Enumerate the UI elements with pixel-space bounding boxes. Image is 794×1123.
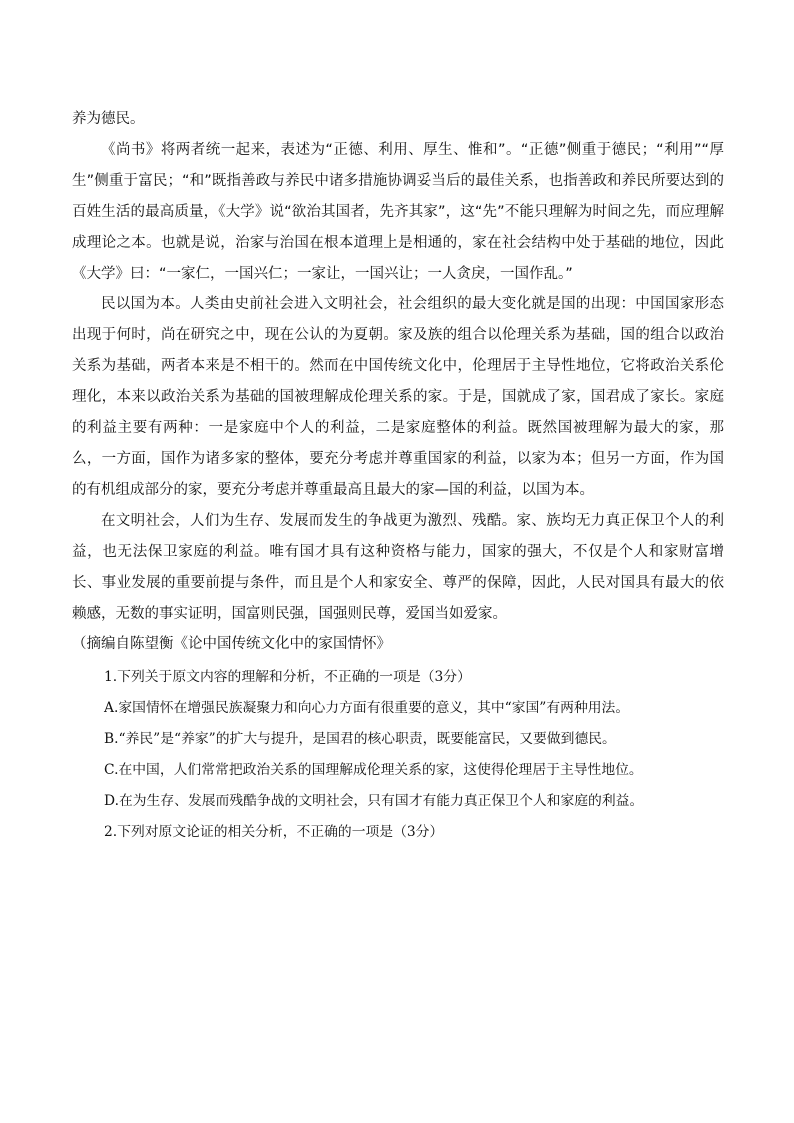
paragraph-fragment: 养为德民。	[72, 111, 145, 127]
question-1-option-b: B.“养民”是“养家”的扩大与提升，是国君的核心职责，既要能富民，又要做到德民。	[104, 731, 616, 748]
paragraph: 民以国为本。人类由史前社会进入文明社会，社会组织的最大变化就是国的出现：中国国家形态出现于何时，尚在研究之中，现在公认的为夏朝。家及族的组合以伦理关系为基础，国的组合以政治关系为基础，两者本来是不相干的。然而在中国传统文化中，伦理居于主导性地位，它将政治关系伦理化，本来以政治关系为基础的国被理解成伦理关系的家。于是，国就成了家，国君成了家长。家庭的利益主要有两种：一是家庭中个人的利益，二是家庭整体的利益。既然国被理解为最大的家，那么，一方面，国作为诸多家的整体，要充分考虑并尊重国家的利益，以家为本；但另一方面，作为国的有机组成部分的家，要充分考虑并尊重最高且最大的家—国的利益，以国为本。	[72, 296, 724, 498]
question-1-option-d: D.在为生存、发展而残酷争战的文明社会，只有国才有能力真正保卫个人和家庭的利益。	[104, 792, 644, 809]
source-citation: （摘编自陈望衡《论中国传统文化中的家国情怀》	[72, 636, 391, 653]
question-1-stem: 1.下列关于原文内容的理解和分析，不正确的一项是（3分）	[104, 669, 471, 686]
question-1-option-c: C.在中国，人们常常把政治关系的国理解成伦理关系的家，这使得伦理居于主导性地位。	[104, 762, 643, 779]
article-body	[72, 104, 724, 848]
question-1-option-a: A.家国情怀在增强民族凝聚力和向心力方面有很重要的意义，其中“家国”有两种用法。	[104, 700, 630, 717]
question-2-stem: 2.下列对原文论证的相关分析，不正确的一项是（3分）	[104, 823, 444, 840]
paragraph: 在文明社会，人们为生存、发展而发生的争战更为激烈、残酷。家、族均无力真正保卫个人的利益，也无法保卫家庭的利益。唯有国才具有这种资格与能力，国家的强大，不仅是个人和家财富增长、事业发展的重要前提与条件，而且是个人和家安全、尊严的保障，因此，人民对国具有最大的依赖感，无数的事实证明，国富则民强，国强则民尊，爱国当如爱家。	[72, 512, 724, 622]
questions-section	[72, 662, 724, 847]
paragraph: 《尚书》将两者统一起来，表述为“正德、利用、厚生、惟和”。“正德”侧重于德民；“利用”“厚生”侧重于富民；“和”既指善政与养民中诸多措施协调妥当后的最佳关系，也指善政和养民所要达到的百姓生活的最高质量，《大学》说“欲治其国者，先齐其家”，这“先”不能只理解为时间之先，而应理解成理论之本。也就是说，治家与治国在根本道理上是相通的，家在社会结构中处于基础的地位，因此《大学》曰：“一家仁，一国兴仁；一家让，一国兴让；一人贪戾，一国作乱。”	[72, 141, 724, 282]
